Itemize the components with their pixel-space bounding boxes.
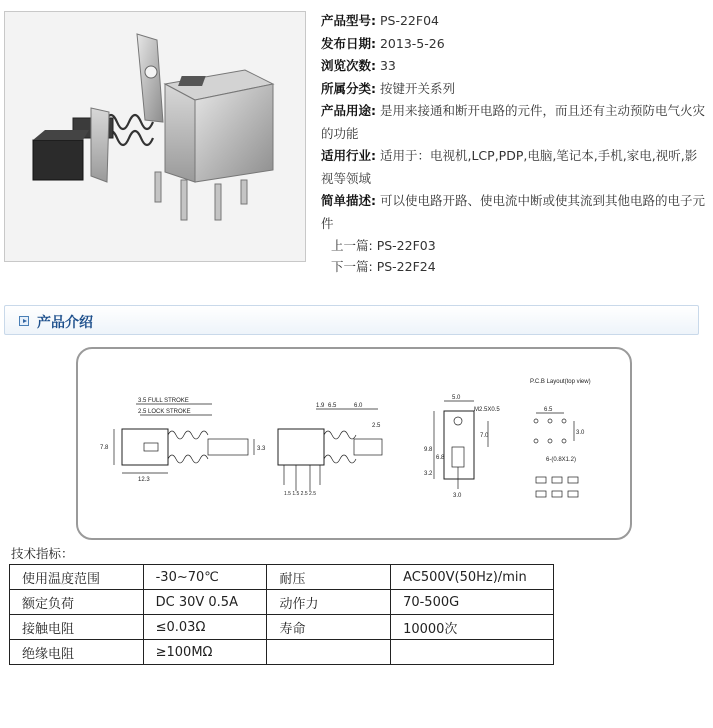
field-value: 33 — [379, 58, 396, 73]
dim-3-0: 3.0 — [453, 493, 462, 499]
field-model — [321, 10, 706, 33]
lock-stroke-label: 2.5 LOCK STROKE — [138, 409, 191, 415]
spec-name: 动作力 — [267, 590, 391, 615]
field-industry — [321, 145, 706, 190]
section-title: 产品介绍 — [37, 315, 93, 331]
spec-value: ≥100MΩ — [143, 640, 267, 665]
field-value: 是用来接通和断开电路的元件，而且还有主动预防电气火灾的功能 — [321, 103, 705, 141]
pcb-title: P.C.B Layout(top view) — [530, 379, 591, 385]
spec-value — [391, 640, 554, 665]
field-label: 适用行业: — [321, 148, 376, 163]
table-row — [10, 565, 554, 590]
field-label: 发布日期: — [321, 35, 376, 51]
dimension-drawing — [78, 349, 630, 538]
table-row — [10, 615, 554, 640]
field-value: 适用于：电视机,LCP,PDP,电脑,笔记本,手机,家电,视听,影视等领域 — [321, 148, 698, 186]
dim-6-0: 6.0 — [354, 403, 363, 409]
prev-link-text[interactable]: PS-22F03 — [376, 238, 436, 253]
next-label: 下一篇: — [331, 259, 373, 274]
field-date — [321, 33, 706, 56]
dim-12-3: 12.3 — [138, 477, 150, 483]
spec-value: DC 30V 0.5A — [143, 590, 267, 615]
field-label: 产品用途: — [321, 103, 376, 118]
side-view — [100, 398, 266, 483]
dim-1-9: 1.9 — [316, 403, 325, 409]
bottom-dims: 1.5 1.5 2.5 2.5 — [284, 491, 316, 497]
dim-6-5a: 6.5 — [328, 403, 337, 409]
field-value: PS-22F04 — [379, 13, 439, 28]
spec-name: 接触电阻 — [10, 615, 144, 640]
table-row — [10, 640, 554, 665]
spec-name: 寿命 — [267, 615, 391, 640]
field-value: 按键开关系列 — [379, 80, 455, 96]
technical-drawing — [76, 347, 632, 540]
dim-3-2: 3.2 — [424, 471, 433, 477]
field-category — [321, 78, 706, 101]
spec-name: 额定负荷 — [10, 590, 144, 615]
dim-3-3: 3.3 — [257, 446, 266, 452]
dim-holes: 6-(0.8X1.2) — [546, 457, 577, 463]
spec-value: ≤0.03Ω — [143, 615, 267, 640]
dim-6-5b: 6.5 — [544, 407, 553, 413]
field-label: 产品型号: — [321, 13, 376, 28]
prev-label: 上一篇: — [331, 238, 373, 253]
dim-3-0b: 3.0 — [576, 430, 585, 436]
prev-link[interactable] — [331, 236, 631, 256]
arrow-bullet-icon — [19, 316, 29, 326]
product-info — [321, 10, 706, 235]
field-label: 浏览次数: — [321, 58, 376, 73]
field-usage — [321, 100, 706, 145]
field-value: 2013-5-26 — [379, 35, 445, 51]
specs-table — [9, 564, 554, 665]
product-photo — [4, 11, 306, 262]
field-value: 可以使电路开路、使电流中断或使其流到其他电路的电子元件 — [321, 193, 705, 231]
section-header — [4, 305, 699, 335]
full-stroke-label: 3.5 FULL STROKE — [138, 398, 189, 404]
pcb-layout — [530, 379, 591, 497]
field-label: 简单描述: — [321, 193, 376, 208]
push-switch-illustration — [5, 12, 305, 261]
dim-2-5: 2.5 — [372, 423, 381, 429]
front-view — [278, 403, 382, 497]
spec-name — [267, 640, 391, 665]
specs-title: 技术指标： — [11, 546, 74, 561]
spec-value: -30~70℃ — [143, 565, 267, 590]
spec-name: 绝缘电阻 — [10, 640, 144, 665]
dim-6-8: 6.8 — [436, 455, 445, 461]
table-row — [10, 590, 554, 615]
end-view — [424, 395, 500, 499]
dim-m25: M2.5X0.5 — [474, 407, 500, 413]
dim-7-0: 7.0 — [480, 433, 489, 439]
dim-5-0: 5.0 — [452, 395, 461, 401]
field-label: 所属分类: — [321, 80, 376, 96]
spec-value: 10000次 — [391, 615, 554, 640]
spec-name: 使用温度范围 — [10, 565, 144, 590]
dim-9-8: 9.8 — [424, 447, 433, 453]
field-views — [321, 55, 706, 78]
spec-value: 70-500G — [391, 590, 554, 615]
field-description — [321, 190, 706, 235]
next-link-text[interactable]: PS-22F24 — [376, 259, 436, 274]
spec-value: AC500V(50Hz)/min — [391, 565, 554, 590]
next-link[interactable] — [331, 257, 631, 277]
dim-7-8: 7.8 — [100, 445, 109, 451]
spec-name: 耐压 — [267, 565, 391, 590]
